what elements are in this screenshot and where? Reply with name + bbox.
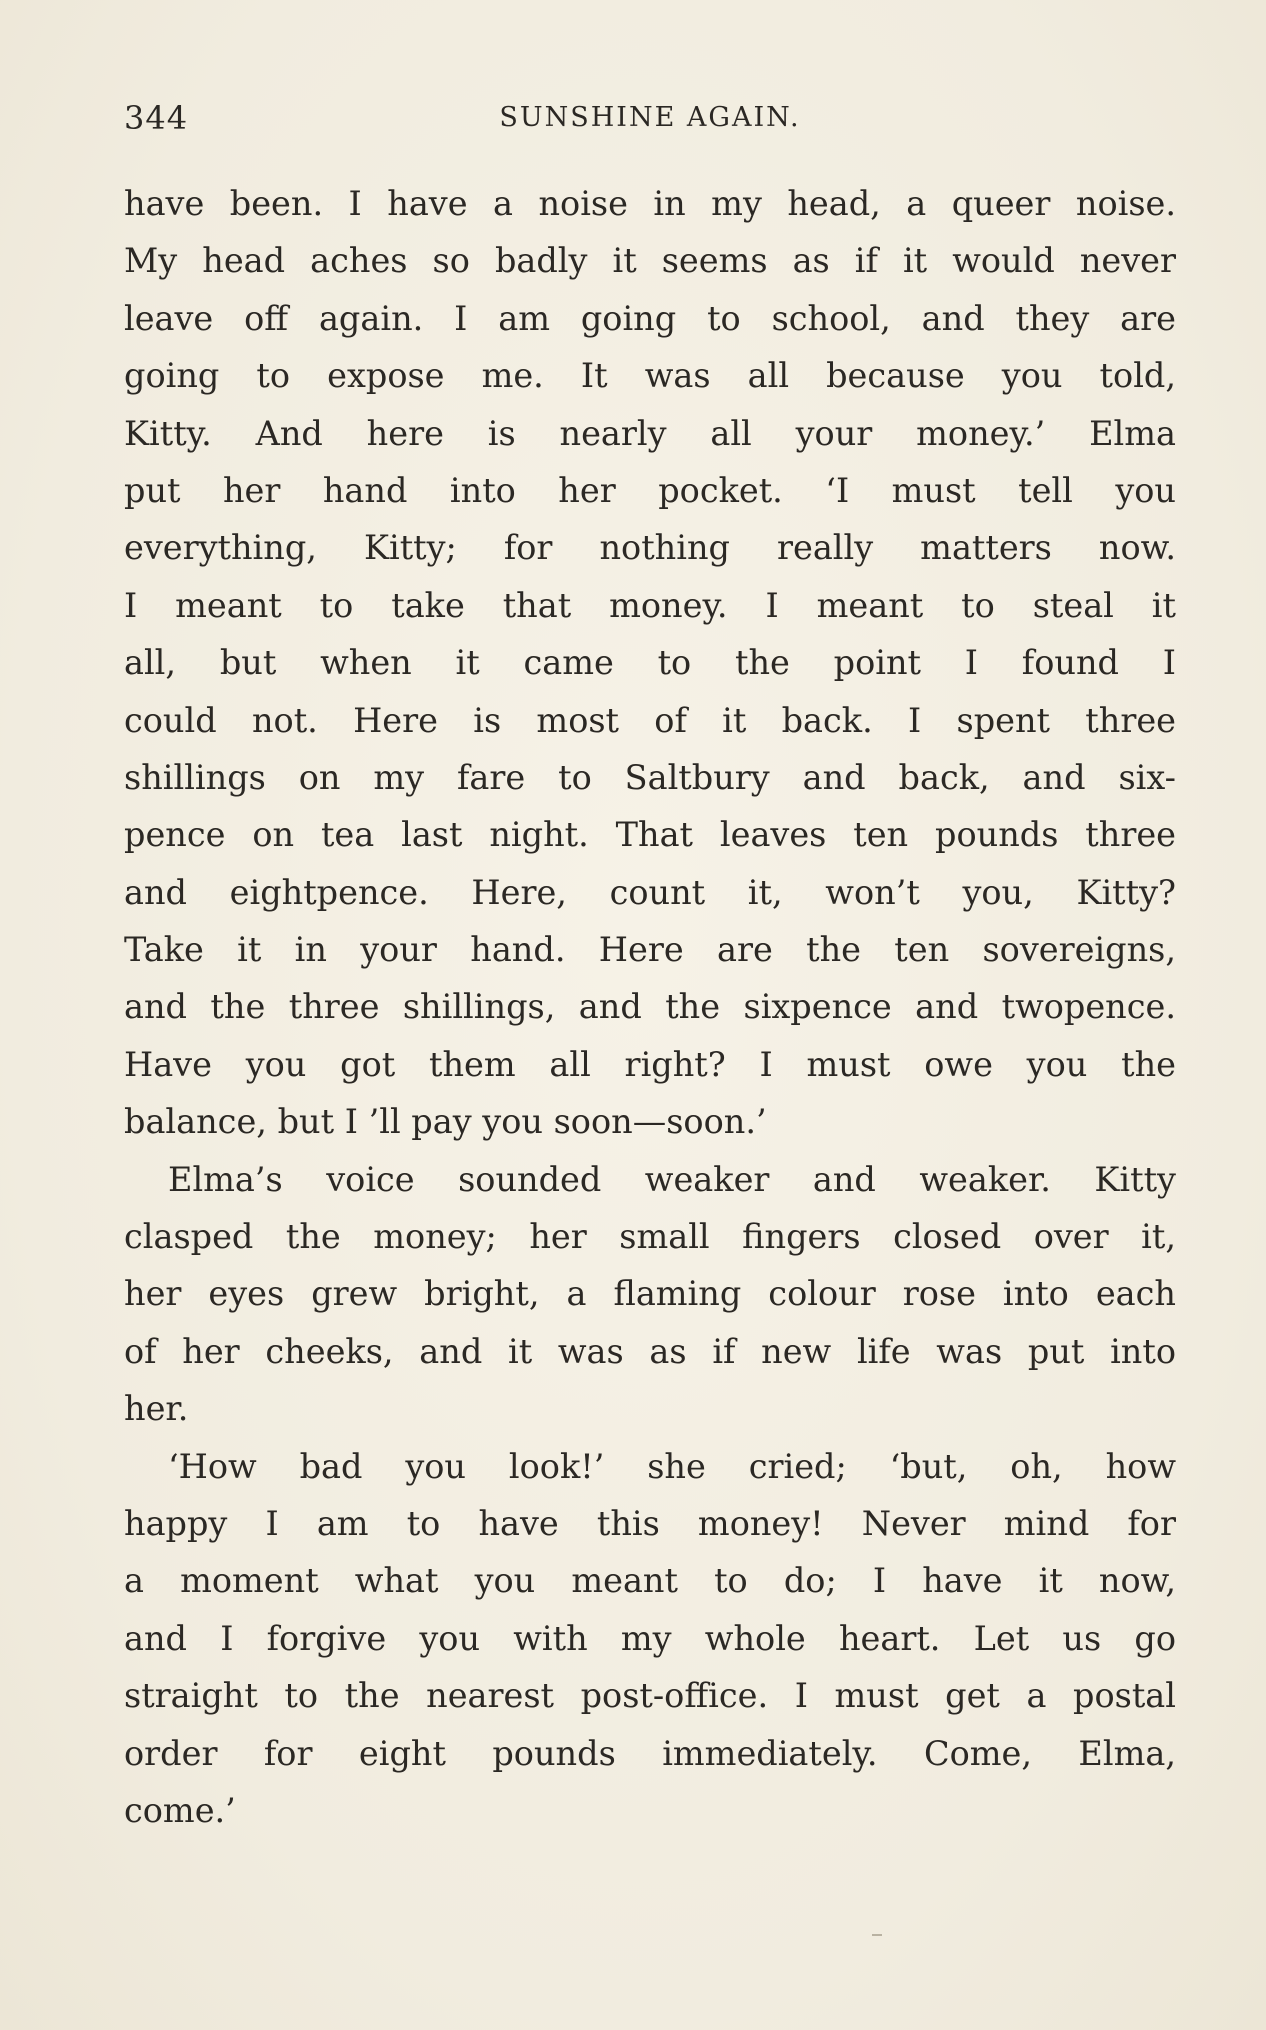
text-line: straight to the nearest post-office. I must get a postal <box>124 1676 1176 1716</box>
page-header <box>124 94 1176 142</box>
text-line: and I forgive you with my whole heart. Let us go <box>124 1618 1176 1658</box>
text-line: pence on tea last night. That leaves ten pounds three <box>124 815 1176 855</box>
page-number: 344 <box>124 99 189 137</box>
text-line: Have you got them all right? I must owe you the <box>124 1044 1176 1084</box>
text-line: everything, Kitty; for nothing really matters now. <box>124 528 1176 568</box>
text-line: clasped the money; her small fingers closed over it, <box>124 1217 1176 1257</box>
text-line: I meant to take that money. I meant to steal it <box>124 585 1176 625</box>
text-line: leave off again. I am going to school, and they are <box>124 298 1176 338</box>
text-line: happy I am to have this money! Never mind for <box>124 1503 1176 1543</box>
text-line: balance, but I ’ll pay you soon—soon.’ <box>124 1102 767 1142</box>
text-line: a moment what you meant to do; I have it now, <box>124 1561 1176 1601</box>
text-line: put her hand into her pocket. ‘I must tell you <box>124 470 1176 510</box>
body-text <box>124 175 1176 1839</box>
text-line: of her cheeks, and it was as if new life was put into <box>124 1331 1176 1371</box>
paragraph-start-line: Elma’s voice sounded weaker and weaker. Kitty <box>168 1159 1176 1199</box>
text-line: her eyes grew bright, a flaming colour rose into each <box>124 1274 1176 1314</box>
text-line: and the three shillings, and the sixpence and twopence. <box>124 987 1176 1027</box>
text-line: Take it in your hand. Here are the ten sovereigns, <box>124 930 1176 970</box>
text-line: all, but when it came to the point I found I <box>124 643 1176 683</box>
text-line: Kitty. And here is nearly all your money.’ Elma <box>124 413 1176 453</box>
text-line: and eightpence. Here, count it, won’t you, Kitty? <box>124 872 1176 912</box>
text-line: order for eight pounds immediately. Come, Elma, <box>124 1733 1176 1773</box>
text-line: her. <box>124 1389 189 1429</box>
print-mark <box>872 1934 882 1936</box>
text-line: going to expose me. It was all because you told, <box>124 356 1176 396</box>
paragraph-start-line: ‘How bad you look!’ she cried; ‘but, oh, how <box>168 1446 1176 1486</box>
text-line: shillings on my fare to Saltbury and back, and six- <box>124 757 1176 797</box>
text-line: have been. I have a noise in my head, a queer noise. <box>124 184 1176 223</box>
text-line: come.’ <box>124 1790 236 1830</box>
text-line: could not. Here is most of it back. I spent three <box>124 700 1176 740</box>
running-head: SUNSHINE AGAIN. <box>499 102 801 133</box>
text-line: My head aches so badly it seems as if it would never <box>124 241 1176 281</box>
